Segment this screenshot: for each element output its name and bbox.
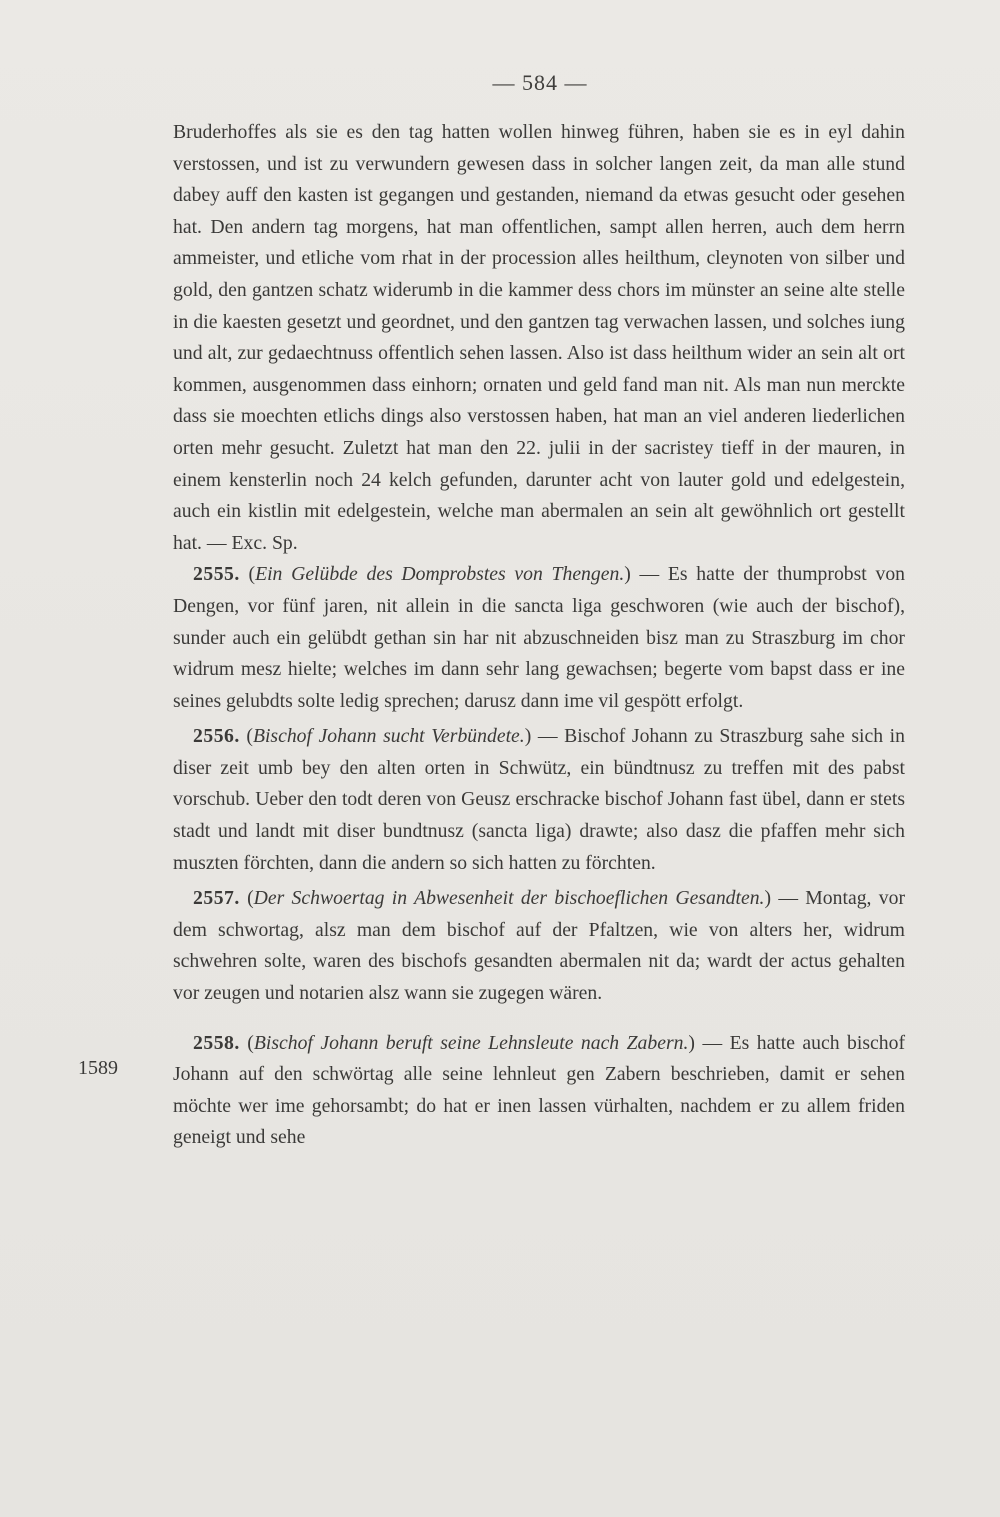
entry-title-open: ( (247, 887, 254, 910)
entry-text: — Es hatte der thumprobst von Dengen, vor fünf jaren, nit allein in die sancta liga geschworen (wie auch der bischof), sunder auch ein gelübdt gethan sin har nit abzuschneiden bisz man zu Straszburg im chor widrum mesz hielte; welches im dann sehr lang gewachsen; begerte vom bapst dass er ine seines gelubdts solte ledig sprechen; darusz dann ime vil gespött erfolgt. (173, 563, 906, 712)
continuation-paragraph: Bruderhoffes als sie es den tag hatten wollen hinweg führen, haben sie es in eyl dahin verstossen, und ist zu verwundern gewesen dass in solcher langen zeit, da man alle stund dabey auff den kasten ist gegangen und gestanden, niemand da etwas gesucht oder gesehen hat. Den andern tag morgens, hat man offentlichen, sampt allen herren, auch dem herrn ammeister, und etliche vom rhat in der procession alles heilthum, cleynoten von silber und gold, den gantzen schatz widerumb in die kammer dess chors im münster an seine alte stelle in die kaesten gesetzt und geordnet, und den gantzen tag verwachen lassen, und solches iung und alt, zur gedaechtnuss offentlich sehen lassen. Also ist dass heilthum wider an sein alt ort kommen, ausgenommen dass einhorn; ornaten und geld fand man nit. Als man nun merckte dass sie moechten etlichs dings also verstossen haben, hat man an viel anderen liederlichen orten mehr gesucht. Zuletzt hat man den 22. julii in der sacristey tieff in der mauren, in einem kensterlin noch 24 kelch gefunden, darunter acht von lauter gold und edelgestein, auch ein kistlin mit edelgestein, welche man abermalen an sein alt gewöhnlich ort gestellt hat. — Exc. Sp. (173, 121, 905, 554)
entry-title-open: ( (248, 563, 256, 586)
page-number: — 584 — (492, 70, 588, 95)
entry-title: Bischof Johann beruft seine Lehnsleute nach Zabern. (253, 1031, 689, 1054)
entry-text: — Es hatte auch bischof Johann auf den schwörtag alle seine lehnleut gen Zabern beschrieben, damit er sehen möchte wer ime gehorsambt; do hat er inen lassen vürhalten, nachdem er zu allem friden geneigt und sehe (173, 1031, 906, 1149)
entry-number: 2557. (193, 887, 240, 910)
entry-text: — Montag, vor dem schwortag, alsz man dem bischof auf der Pfaltzen, wie von alters her, widrum schwehren solte, waren des bischofs gesandten abermalen nit da; wardt der actus gehalten vor zeugen und notarien alsz wann sie zugegen wären. (173, 887, 905, 1005)
entry-title: Der Schwoertag in Abwesenheit der bischoeflichen Gesandten. (253, 887, 765, 910)
entry-title-close: ) (764, 887, 772, 910)
entry-title-open: ( (246, 725, 253, 748)
entry-title-close: ) (624, 563, 631, 586)
entry-2557 (173, 883, 905, 1009)
entry-title-close: ) (688, 1031, 695, 1054)
entry-2558 (173, 1028, 905, 1154)
entry-title-close: ) (524, 725, 532, 748)
entry-title: Bischof Johann sucht Verbündete. (252, 725, 525, 748)
main-text (173, 117, 905, 1154)
entry-2555 (173, 559, 905, 717)
entry-number: 2555. (193, 563, 240, 586)
margin-year-note: 1589 (78, 1057, 118, 1079)
entry-number: 2556. (193, 725, 240, 748)
entry-title-open: ( (247, 1031, 254, 1054)
entry-text: — Bischof Johann zu Straszburg sahe sich in diser zeit umb bey den alten orten in Schwütz, ein bündtnusz zu treffen mit des pabst vorschub. Ueber den todt deren von Geusz erschracke bischof Johann fast übel, dann er stets stadt und landt mit diser bundtnusz (sancta liga) drawte; also dasz die pfaffen mehr sich muszten förchten, dann die andern so sich hatten zu förchten. (173, 725, 905, 874)
entry-title: Ein Gelübde des Domprobstes von Thengen. (255, 563, 625, 586)
entry-2556 (173, 721, 905, 879)
entry-number: 2558. (193, 1031, 240, 1054)
